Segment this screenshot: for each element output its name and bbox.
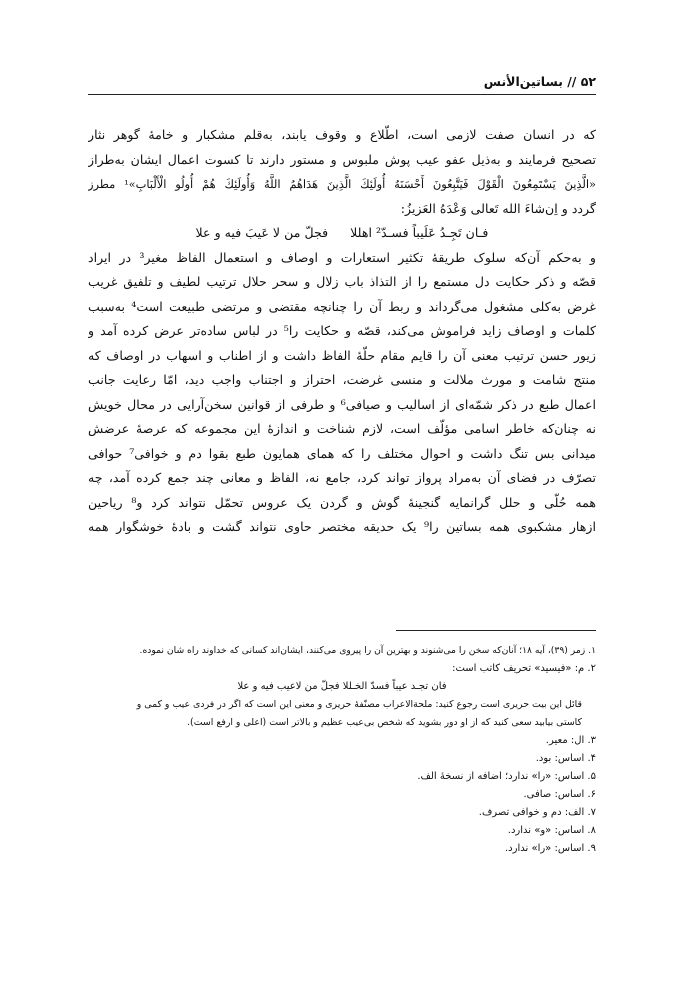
text-line: ازهار مشکبوی همه بساتین را⁹ یک حدیقه مختصر حاوی نتواند گشت و بادهٔ خوشگوار همه — [88, 519, 596, 534]
main-text — [88, 123, 596, 540]
footnote-6: ۶. اساس: صافی. — [523, 789, 596, 800]
text-line: میدانی بس تنگ داشت و احوال مختلف را که همای همایون طبع بقوا دم و خوافی⁷ حوافی — [88, 445, 596, 461]
text-line: غرض به‌کلی مشغول می‌گرداند و ربط آن را چنانچه مقتضی و مرتضی طبیعت است⁴ به‌سبب — [88, 298, 596, 314]
text-line: همه حُلّی و حلل گرانمایه گنجینهٔ گوش و گردن یک عروس تحمّل نتواند کرد و⁸ ریاحین — [88, 494, 596, 510]
footnote-5: ۵. اساس: «را» ندارد؛ اضافه از نسخهٔ الف. — [417, 771, 596, 782]
text-line: تصرّف در فضای آن به‌مراد پرواز تواند کرد، جامع نه، الفاظ و معانی چند جمع کرده آمد، چه — [88, 470, 596, 485]
footnote-3: ۳. ال: معیر. — [545, 735, 596, 746]
verse-hemistich-second: فجلّ من لا عَیبَ فیه و علا — [195, 225, 329, 240]
verse-hemistich-first: فـان تَجِـدُ عَلَیباً فسـدّ² اهللا — [350, 225, 489, 240]
text-line: کلمات و اوصاف زاید فراموش می‌کند، قصّه و حکایت را⁵ در لباس ساده‌تر عرض کرده آمد و — [88, 323, 596, 338]
text-line-quran-verse: «الَّذِينَ يَسْتَمِعُونَ الْقَوْلَ فَيَتَّبِعُونَ أَحْسَنَهُ أُولَئِكَ الَّذِينَ هَدَاهُمُ اللَّهُ وَأُولَئِكَ هُمْ أُولُو الْأَلْبَابِ»¹ مطرز — [88, 177, 596, 191]
footnote-1: ۱. زمر (۳۹)، آیه ۱۸؛ آنان‌که سخن را می‌شنوند و بهترین آن را پیروی می‌کنند، ایشان‌اند کسانی که خداوند راه شان نموده. — [139, 645, 596, 656]
text-line: گردد و اِن‌شاءَ الله تَعالی وَعْدَهُ العَزیزُ: — [400, 200, 596, 216]
footnote-2-comment: قائل این بیت حریری است رجوع کنید: ملحةالاعراب مصنّفهٔ حریری و معنی این است که اگر در فردی عیب و کمی و — [136, 699, 582, 710]
text-line: منتج شامت و مورث ملالت و منسی غرضت، احتراز و اجتناب واجب دید، امّا رعایت جانب — [88, 372, 596, 387]
footnote-separator — [396, 630, 596, 631]
footnote-2-verse: فان تجـد عیباً فسدّ الخـللا فجلّ من لاعیب فیه و علا — [237, 681, 447, 692]
footnote-2-comment: کاستی بیابید سعی کنید که از او دور بشوید که شخص بی‌عیب عظیم و بالاتر است (اعلی و ارفع است). — [187, 717, 582, 728]
running-header — [88, 72, 596, 95]
text-line: که در انسان صفت لازمی است، اطّلاع و وقوف یابند، به‌قلم مشکبار و خامهٔ گوهر نثار — [88, 127, 596, 142]
footnote-2: ۲. م: «فیسید» تحریف کاتب است: — [452, 663, 596, 674]
text-line: تصحیح فرمایند و به‌ذیل عفو عیب پوش ملبوس و مستور دارند تا کسوت اعمال ایشان به‌طراز — [88, 151, 596, 167]
text-line: اعمال طبع در ذکر شمّه‌ای از اسالیب و صیافی⁶ و طرفی از قوانین سخن‌آرایی در محال خویش — [88, 396, 596, 412]
text-line: زیور حسن ترتیب معنی آن را قایم مقام حلّهٔ الفاظ داشت و از اطناب و اسهاب در اوصاف که — [88, 347, 596, 363]
footnotes — [88, 642, 596, 858]
text-line: نه چنان‌که خاطر اسامی مؤلّف است، لازم شناخت و اندازهٔ این مجموعه که عرصهٔ عرضش — [88, 421, 596, 436]
text-line: و به‌حکم آن‌که سلوک طریقهٔ تکثیر استعارات و اوصاف و استعمال الفاظ مغیر³ در ایراد — [88, 249, 596, 265]
footnote-7: ۷. الف: دم و خوافی تصرف. — [478, 807, 596, 818]
footnote-4: ۴. اساس: بود. — [535, 753, 596, 764]
footnote-8: ۸. اساس: «و» ندارد. — [507, 825, 596, 836]
footnote-9: ۹. اساس: «را» ندارد. — [505, 843, 596, 854]
text-line: قصّه و ذکر حکایت دل مستمع را از التذاذ باب زلال و سحر حلال ترتیب لطیف و تلفیق غریب — [88, 274, 596, 289]
running-head-title: ۵۲ // بساتین‌الأنس — [483, 74, 596, 89]
poem-verse — [88, 221, 596, 246]
